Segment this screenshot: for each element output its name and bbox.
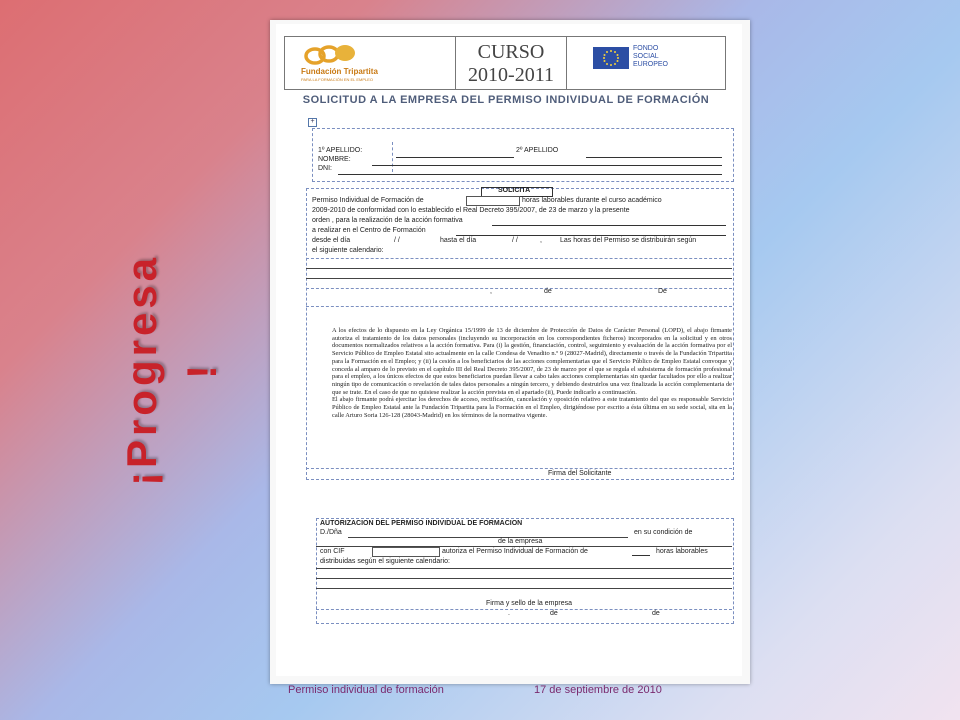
hasta-date-field[interactable]: / / — [512, 237, 518, 244]
form-title: SOLICITUD A LA EMPRESA DEL PERMISO INDIVIDUAL DE FORMACIÓN — [302, 94, 710, 106]
calendar-line-2[interactable] — [306, 278, 732, 279]
solicita-line1-a: Permiso Individual de Formación de — [312, 197, 424, 204]
aut-dot: . — [508, 610, 510, 617]
nombre-field[interactable] — [372, 165, 722, 166]
empresa-label: de la empresa — [498, 538, 543, 545]
autorizacion-heading: AUTORIZACION DEL PERMISO INDIVIDUAL DE FORMACION — [320, 520, 523, 527]
solicita-line4: a realizar en el Centro de Formación — [312, 227, 426, 234]
dni-label: DNI: — [318, 165, 332, 172]
form-sheet — [276, 24, 742, 676]
form-header — [284, 36, 726, 90]
fundacion-tripartita-logo-icon — [301, 43, 361, 67]
desde-label: desde el día — [312, 237, 351, 244]
fundacion-logo-cell — [285, 37, 456, 89]
form-page — [270, 20, 750, 684]
firma-sello-label: Firma y sello de la empresa — [486, 600, 572, 607]
dni-field[interactable] — [338, 174, 722, 175]
fundacion-subtitle: PARA LA FORMACIÓN EN EL EMPLEO — [301, 77, 374, 82]
legal-text — [332, 327, 732, 419]
aut-calendar-line-2[interactable] — [316, 578, 732, 579]
place-comma: , — [490, 288, 492, 295]
nombre-label: NOMBRE: — [318, 156, 351, 163]
firma-solicitante-label: Firma del Solicitante — [548, 470, 612, 477]
footer-topic: Permiso individual de formación — [288, 684, 444, 696]
legal-paragraph-1: A los efectos de lo dispuesto en la Ley Orgánica 15/1999 de 13 de diciembre de Protección de Datos de Carácter Personal (LOPD), el abajo firmante autoriza el tratamiento de los datos personales (incluyendo su incorporación en los correspondientes ficheros) incorporados en la solicitud y en otros documentos normalizados relativos a la acción formativa. Para (i) la gestión, financiación, control, seguimiento y evaluación de la acción formativa por el Servicio Público de Empleo Estatal sito actualmente en la calle Condesa de Venadito n.º 9 (28027-Madrid), directamente o través de la Fundación Tripartita para la Formación en el Empleo; y (ii) la cesión a los beneficiarios de las acciones complementarias que el Servicio Público de Empleo Estatal convoque y conceda al amparo de lo previsto en el capítulo III del Real Decreto 395/2007, de 23 de marzo por el que se regula el subsistema de formación profesional para el empleo, a los únicos efectos de que estos beneficiarios puedan llevar a cabo tales acciones complementarias sin quedar facultados por ello a realizar ningún tipo de comunicación o revelación de tales datos personales a ningún tercero, y debiendo destruirlos una vez finalizada la acción complementaria de que se trate. En el caso de que no quisiese realizar la acción prevista en el apartado (ii), Puede indicarlo a continuación. — [332, 327, 732, 396]
eu-flag-icon — [593, 47, 629, 69]
solicita-line3: orden , para la realización de la acción formativa — [312, 217, 463, 224]
aut-date-de-2: de — [652, 610, 660, 617]
accion-formativa-field[interactable] — [492, 225, 726, 226]
apellido1-field[interactable] — [396, 157, 514, 158]
cif-label: con CIF — [320, 548, 345, 555]
aut-calendar-line-1[interactable] — [316, 568, 732, 569]
distribuidas-label: distribuidas según el siguiente calendario: — [320, 558, 450, 565]
horas-field[interactable] — [466, 196, 520, 206]
solicita-heading: SOLICITA — [498, 187, 531, 194]
apellido2-label: 2º APELLIDO — [516, 147, 559, 154]
curso-cell — [456, 37, 567, 89]
curso-label: CURSO — [477, 41, 545, 63]
comma-sep: , — [540, 237, 542, 244]
eu-fund-label: FONDO SOCIAL EUROPEO — [633, 45, 669, 68]
autoriza-label: autoriza el Permiso Individual de Formación de — [442, 548, 588, 555]
legal-paragraph-2: El abajo firmante podrá ejercitar los derechos de acceso, rectificación, cancelación y oposición relativo a este tratamiento del que es responsable Servicio Público de Empleo Estatal ante la Fundación Tripartita para la Formación en el Empleo, dirigiéndose por escrito a ésta última en su sede social, sita en la calle Arturo Soria 126-128 (28043-Madrid) en los términos de la normativa vigente. — [332, 396, 732, 419]
aut-calendar-line-3[interactable] — [316, 588, 732, 589]
autoriza-horas-field[interactable] — [632, 555, 650, 556]
solicita-line2: 2009-2010 de conformidad con lo establecido el Real Decreto 395/2007, de 23 de marzo y la presente — [312, 207, 630, 214]
footer-date: 17 de septiembre de 2010 — [534, 684, 662, 696]
move-handle-icon[interactable]: + — [308, 118, 317, 127]
apellido1-label: 1º APELLIDO: — [318, 147, 363, 154]
fundacion-name: Fundación Tripartita — [301, 67, 378, 76]
condicion-label: en su condición de — [634, 529, 693, 536]
desde-date-field[interactable]: / / — [394, 237, 400, 244]
cif-field[interactable] — [372, 547, 440, 557]
date-de-2: De — [658, 288, 667, 295]
centro-formacion-field[interactable] — [456, 235, 726, 236]
eu-cell — [567, 37, 725, 89]
curso-years: 2010-2011 — [468, 64, 554, 86]
aut-date-de-1: de — [550, 610, 558, 617]
solicita-line6: el siguiente calendario: — [312, 247, 384, 254]
solicita-line1-b: horas laborables durante el curso académico — [522, 197, 662, 204]
side-title: ¡Progresa ! — [118, 253, 225, 487]
hasta-label: hasta el día — [440, 237, 477, 244]
calendar-line-1[interactable] — [306, 268, 732, 269]
apellido2-field[interactable] — [586, 157, 722, 158]
date-de-1: de — [544, 288, 552, 295]
horas-label: horas laborables — [656, 548, 708, 555]
dona-field[interactable] — [348, 537, 628, 538]
dona-label: D./Dña — [320, 529, 342, 536]
solicita-line5-e: Las horas del Permiso se distribuirán según — [560, 237, 697, 244]
